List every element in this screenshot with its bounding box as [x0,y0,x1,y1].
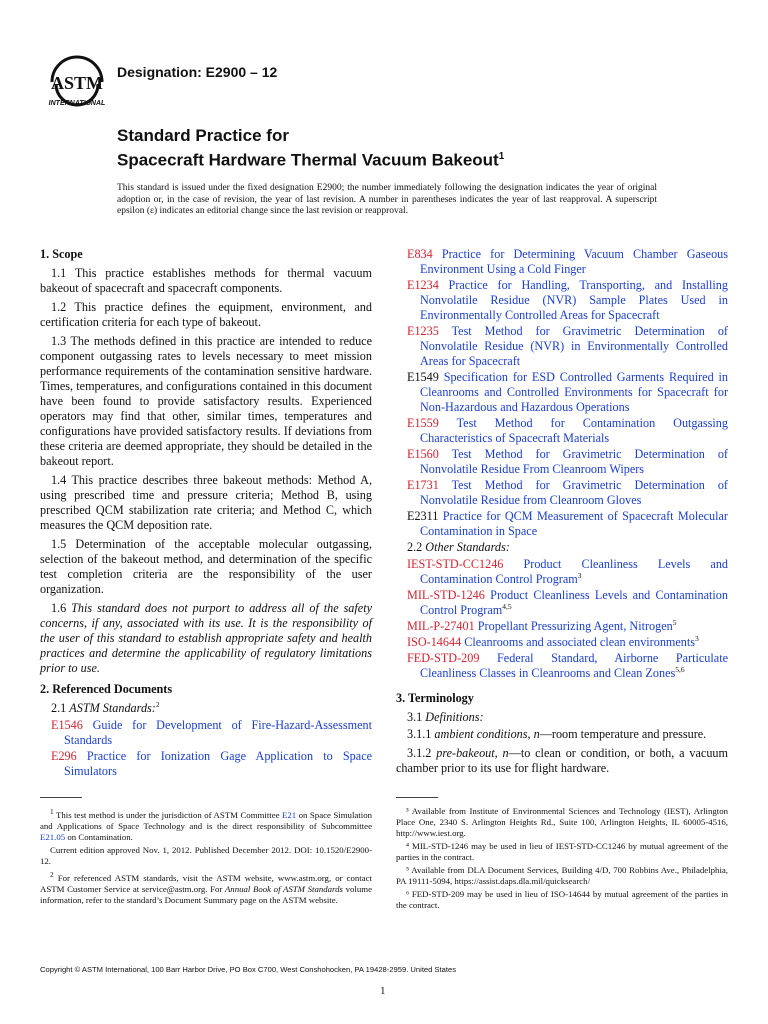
footnote-3: ³ Available from Institute of Environmental Sciences and Technology (IEST), Arlington Place One, 2340 S. Arlington Heights Rd., Suite 100, Arlington Heights, IL 60005-4516, http://www.iest.org. [396,806,728,838]
right-column [396,247,728,780]
definition-ambient-conditions: 3.1.1 ambient conditions, n—room temperature and pressure. [407,727,707,741]
footnote-5: ⁵ Available from DLA Document Services, Building 4/D, 700 Robbins Ave., Philadelphia, PA 19111-5094, https://assist.daps.dla.mil/quicksearch/ [396,865,728,886]
subcommittee-link[interactable]: E21.05 [40,831,66,842]
committee-link[interactable]: E21 [282,809,297,820]
section-heading-referenced-documents: 2. Referenced Documents [40,682,173,696]
title-footnote-ref[interactable]: 1 [498,151,505,162]
footnote-6: ⁶ FED-STD-209 may be used in lieu of ISO-14644 by mutual agreement of the parties in the contract. [396,889,728,910]
footnote-2: $^2$ For referenced ASTM standards, visit the ASTM website, www.astm.org, or contact ASTM Customer Service at service@astm.org. For Annual Book of ASTM Standards volume information, refer to the standard’s Document Summary page on the ASTM website. [40,869,373,905]
page-number: 1 [380,985,386,997]
ref-item[interactable]: E1559 Test Method for Contamination Outgassing Characteristics of Spacecraft Materials [407,416,728,445]
ref-item[interactable]: E1549 Specification for ESD Controlled Garments Required in Cleanrooms and Controlled Environments for Spacecraft for Non-Hazardous and Hazardous Operations [407,370,729,414]
footnote-rule-right [396,797,438,798]
ref-item[interactable]: ISO-14644 Cleanrooms and associated clean environments$^3$ [407,634,699,649]
ref-item[interactable]: E1731 Test Method for Gravimetric Determination of Nonvolatile Residue from Cleanroom Gloves [407,478,728,507]
scope-para-1-1: 1.1 This practice establishes methods for thermal vacuum bakeout of spacecraft and spacecraft components. [40,266,372,295]
other-standards-label: 2.2 Other Standards: [407,540,510,554]
document-title [117,125,504,171]
ref-item[interactable]: E1234 Practice for Handling, Transporting, and Installing Nonvolatile Residue (NVR) Sample Plates Used in Environmentally Controlled Areas for Spacecraft [407,278,728,322]
footnotes-right [396,806,728,913]
footnote-rule-left [40,797,82,798]
definitions-label: 3.1 Definitions: [407,710,484,724]
ref-item[interactable]: FED-STD-209 Federal Standard, Airborne Particulate Cleanliness Classes in Cleanrooms and Clean Zones$^{5,6}$ [407,651,728,680]
title-line-2: Spacecraft Hardware Thermal Vacuum Bakeout$^1$ [117,150,505,170]
ref-item[interactable]: MIL-STD-1246 Product Cleanliness Levels and Contamination Control Program$^{4,5}$ [407,588,728,617]
footnote-4: ⁴ MIL-STD-1246 may be used in lieu of IEST-STD-CC1246 by mutual agreement of the parties in the contract. [396,841,728,862]
ref-item[interactable]: E1235 Test Method for Gravimetric Determination of Nonvolatile Residue (NVR) in Environmentally Controlled Areas for Spacecraft [407,324,728,368]
designation-note: This standard is issued under the fixed designation E2900; the number immediately following the designation indicates the year of original adoption or, in the case of revision, the year of last revision. A number in parentheses indicates the year of last reapproval. A superscript epsilon (ε) indicates an editorial change since the last revision or reapproval. [117,183,657,217]
footnote-1-edition: Current edition approved Nov. 1, 2012. Published December 2012. DOI: 10.1520/E2900-12. [40,844,372,866]
footnote-1: $^1$ This test method is under the jurisdiction of ASTM Committee E21 on Space Simulation and Applications of Space Technology and is the direct responsibility of Subcommittee E21.05 on Contamination. [40,807,372,842]
section-heading-terminology: 3. Terminology [396,691,474,705]
scope-para-1-3: 1.3 The methods defined in this practice are intended to reduce component outgassing rates to levels necessary to meet mission performance requirements of the contamination sensitive hardware. Times, temperatures, and configurations contained in this document have been found to provide satisfactory results. Experienced operators may find that other, similar times, temperatures and configurations have provided satisfactory results. If deviations from these criteria are deemed appropriate, they should be detailed in the bakeout report. [40,334,372,468]
ref-item[interactable]: E1546 Guide for Development of Fire-Hazard-Assessment Standards [51,718,372,747]
definition-pre-bakeout: 3.1.2 pre-bakeout, n—to clean or condition, or both, a vacuum chamber prior to its use for flight hardware. [396,746,729,775]
scope-para-1-6: 1.6 This standard does not purport to address all of the safety concerns, if any, associated with its use. It is the responsibility of the user of this standard to establish appropriate safety and health practices and determine the applicability of regulatory limitations prior to use. [40,601,372,675]
section-heading-scope: 1. Scope [40,247,83,261]
scope-para-1-2: 1.2 This practice defines the equipment, environment, and certification criteria for each type of bakeout. [40,300,372,329]
ref-item[interactable]: IEST-STD-CC1246 Product Cleanliness Levels and Contamination Control Program$^3$ [407,557,729,586]
scope-para-1-5: 1.5 Determination of the acceptable molecular outgassing, selection of the bakeout method, and determination of the specific test completion criteria are the responsibility of the user organization. [40,537,372,596]
ref-item[interactable]: E2311 Practice for QCM Measurement of Spacecraft Molecular Contamination in Space [407,509,728,538]
ref-item[interactable]: MIL-P-27401 Propellant Pressurizing Agent, Nitrogen$^5$ [407,618,677,633]
title-line-1: Standard Practice for [117,126,289,145]
astm-standards-label: 2.1 ASTM Standards:$^2$ [51,700,160,715]
logo-text: ASTM [50,73,104,93]
ref-item[interactable]: E296 Practice for Ionization Gage Application to Space Simulators [51,749,373,778]
ref-item[interactable]: E1560 Test Method for Gravimetric Determination of Nonvolatile Residue From Cleanroom Wipers [407,447,728,476]
ref-item[interactable]: E834 Practice for Determining Vacuum Chamber Gaseous Environment Using a Cold Finger [407,247,728,276]
copyright-notice: Copyright © ASTM International, 100 Barr Harbor Drive, PO Box C700, West Conshohocken, PA 19428-2959. United States [40,965,457,974]
footnotes-left [40,806,372,908]
astm-logo [42,52,112,108]
logo-subtext: INTERNATIONAL [48,100,106,107]
scope-para-1-4: 1.4 This practice describes three bakeout methods: Method A, using prescribed time and pressure criteria; Method B, using prescribed QCM stabilization rate criteria; and Method C, which measures the QCM deposition rate. [40,473,372,532]
left-column [40,247,372,780]
designation: Designation: E2900 – 12 [117,64,278,80]
